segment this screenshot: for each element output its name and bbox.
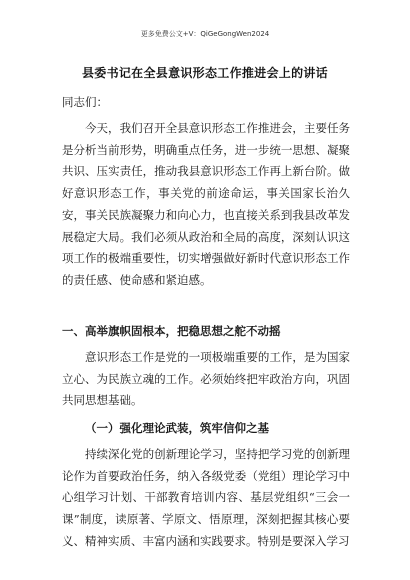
header-note: 更多免费公文+V：QiGeGongWen2024 <box>140 30 270 38</box>
subsection-1-paragraph: 持续深化党的创新理论学习，坚持把学习党的创新理论作为首要政治任务，纳入各级党委（党组）理论学习中心组学习计划、干部教育培训内容、基层党组织“三会一课”制度，读原著、学原文、悟原理，深刻把握其核心要义、精神实质、丰富内涵和实践要求。特别是要深入学习 <box>62 447 350 548</box>
subsection-heading-1: （一）强化理论武装，筑牢信仰之基 <box>85 421 269 435</box>
section-heading-1: 一、高举旗帜固根本，把稳思想之舵不动摇 <box>62 324 281 338</box>
greeting: 同志们： <box>62 95 108 109</box>
section-1-paragraph: 意识形态工作是党的一项极端重要的工作，是为国家立心、为民族立魂的工作。必须始终把牢政治方向，巩固共同思想基础。 <box>62 350 350 408</box>
intro-paragraph: 今天，我们召开全县意识形态工作推进会，主要任务是分析当前形势，明确重点任务，进一步统一思想、凝聚共识、压实责任，推动我县意识形态工作再上新台阶。做好意识形态工作，事关党的前途命运，事关国家长治久安，事关民族凝聚力和向心力，也直接关系到我县改革发展稳定大局。我们必须从政治和全局的高度，深刻认识这项工作的极端重要性，切实增强做好新时代意识形态工作的责任感、使命感和紧迫感。 <box>62 121 350 287</box>
document-title: 县委书记在全县意识形态工作推进会上的讲话 <box>81 66 328 80</box>
